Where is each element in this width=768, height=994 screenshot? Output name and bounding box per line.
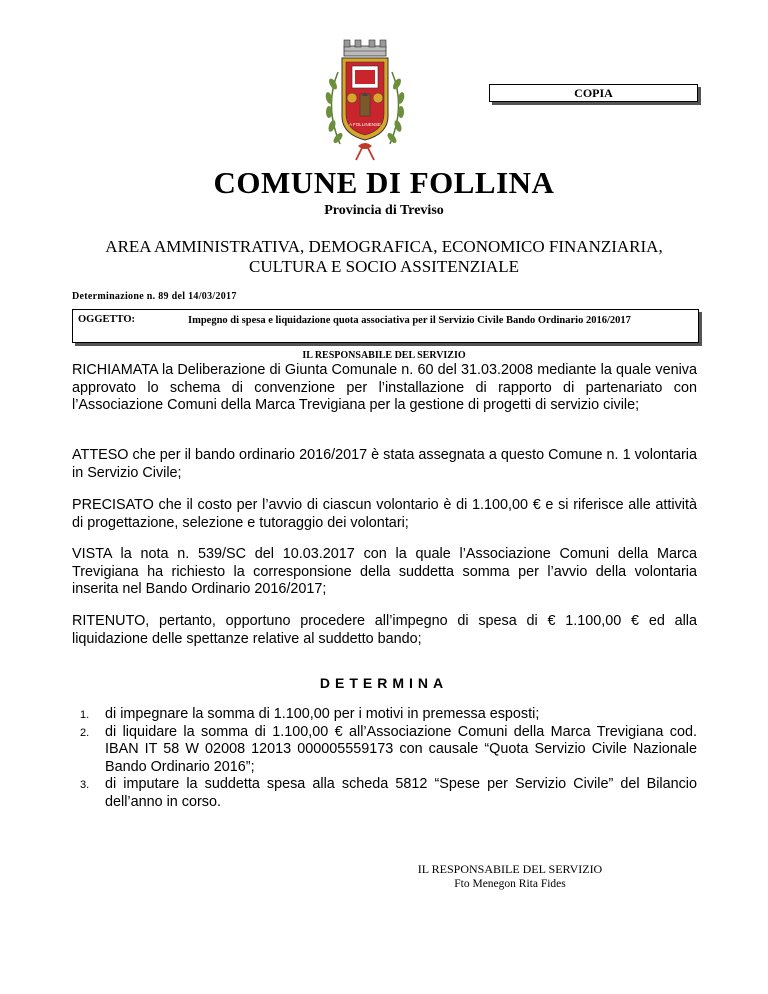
oggetto-label: OGGETTO: — [78, 314, 135, 325]
comune-crest-logo — [318, 36, 412, 166]
crown-icon — [344, 40, 386, 56]
area-heading-line2: CULTURA E SOCIO ASSITENZIALE — [249, 257, 519, 276]
determinazione-number: Determinazione n. 89 del 14/03/2017 — [72, 291, 237, 302]
list-item — [72, 706, 697, 724]
shield-icon — [342, 58, 388, 140]
determina-heading: DETERMINA — [319, 675, 449, 691]
paragraph-atteso: ATTESO che per il bando ordinario 2016/2017 è stata assegnata a questo Comune n. 1 volontaria in Servizio Civile; — [72, 447, 697, 481]
oggetto-text: Impegno di spesa e liquidazione quota associativa per il Servizio Civile Bando Ordinario 2016/2017 — [188, 315, 631, 326]
list-item-number: 3. — [80, 779, 90, 791]
list-item-text: di imputare la suddetta spesa alla scheda 5812 “Spese per Servizio Civile” del Bilancio dell’anno in corso. — [105, 776, 697, 810]
paragraph-ritenuto: RITENUTO, pertanto, opportuno procedere all’impegno di spesa di € 1.100,00 € ed alla liquidazione delle spettanze relative al suddetto bando; — [72, 613, 697, 647]
area-heading-line1: AREA AMMINISTRATIVA, DEMOGRAFICA, ECONOMICO FINANZIARIA, — [105, 237, 663, 256]
determina-list — [72, 706, 697, 811]
oggetto-box — [72, 309, 699, 343]
area-heading — [60, 237, 708, 277]
list-item — [72, 776, 697, 811]
paragraph-richiamata: RICHIAMATA la Deliberazione di Giunta Comunale n. 60 del 31.03.2008 mediante la quale veniva approvato lo schema di convenzione per l’installazione di rapporto di partenariato con l’Associazione Comuni della Marca Trevigiana per la gestione di progetti di servizio civile; — [72, 362, 697, 413]
signature-block — [400, 862, 620, 892]
list-item-number: 1. — [80, 709, 90, 721]
signature-role: IL RESPONSABILE DEL SERVIZIO — [417, 862, 603, 876]
copia-label: COPIA — [489, 84, 698, 102]
ribbon-icon — [356, 143, 374, 160]
signature-name: Fto Menegon Rita Fides — [454, 878, 566, 890]
page-title: COMUNE DI FOLLINA — [213, 165, 555, 200]
crest-motto: A FOLLINENSE — [348, 122, 382, 127]
list-item-text: di impegnare la somma di 1.100,00 per i motivi in premessa esposti; — [105, 706, 540, 722]
list-item-text: di liquidare la somma di 1.100,00 € all’Associazione Comuni della Marca Trevigiana cod. IBAN IT 58 W 02008 12013 000005559173 con causale “Quota Servizio Civile Nazionale Bando Ordinario 2016”; — [105, 723, 697, 775]
responsabile-heading: IL RESPONSABILE DEL SERVIZIO — [302, 350, 466, 361]
paragraph-vista: VISTA la nota n. 539/SC del 10.03.2017 con la quale l’Associazione Comuni della Marca Trevigiana ha richiesto la corresponsione della suddetta somma per l’avvio della volontaria inserita nel Bando Ordinario 2016/2017; — [72, 546, 697, 597]
paragraph-precisato: PRECISATO che il costo per l’avvio di ciascun volontario è di 1.100,00 € e si riferisce alle attività di progettazione, selezione e tutoraggio dei volontari; — [72, 497, 697, 531]
list-item — [72, 724, 697, 777]
list-item-number: 2. — [80, 726, 90, 739]
provincia-subtitle: Provincia di Treviso — [324, 203, 444, 218]
